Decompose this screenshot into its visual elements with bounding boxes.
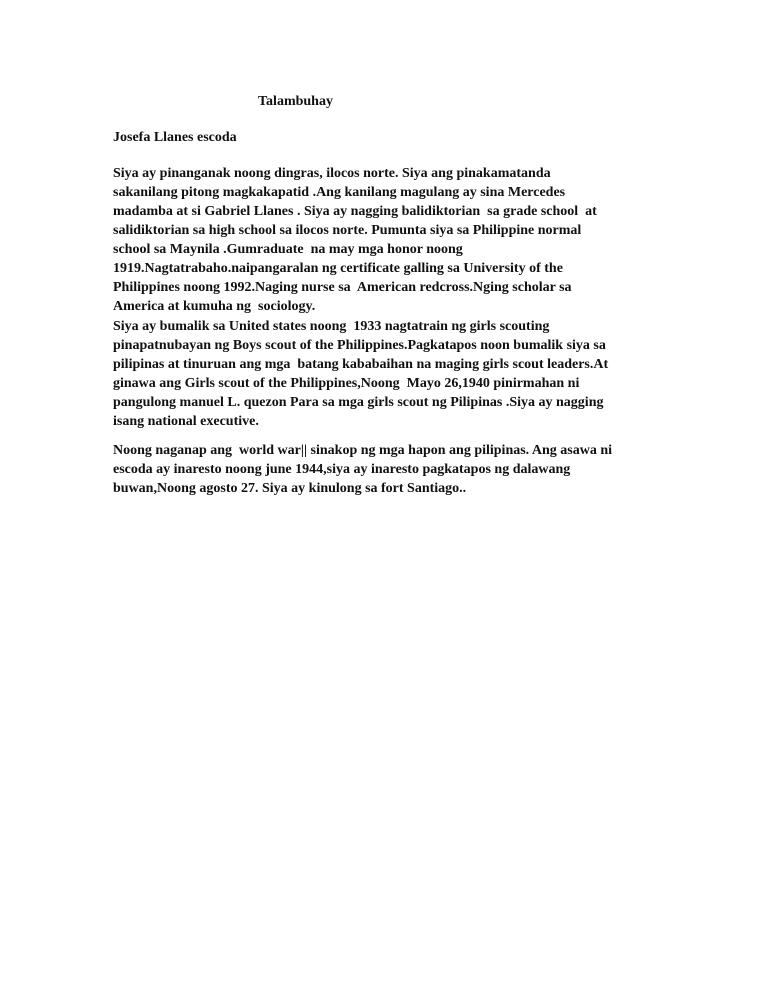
paragraph-line: isang national executive. <box>113 414 259 429</box>
paragraph-line: pilipinas at tinuruan ang mga batang kababaihan na maging girls scout leaders.At <box>113 357 609 372</box>
paragraph-line: 1919.Nagtatrabaho.naipangaralan ng certificate galling sa University of the <box>113 261 563 276</box>
paragraph-line: buwan,Noong agosto 27. Siya ay kinulong sa fort Santiago.. <box>113 481 467 496</box>
paragraph-line: pangulong manuel L. quezon Para sa mga girls scout ng Pilipinas .Siya ay nagging <box>113 395 604 410</box>
paragraph-line: Siya ay pinanganak noong dingras, ilocos norte. Siya ang pinakamatanda <box>113 166 551 181</box>
document-title: Talambuhay <box>258 94 333 109</box>
paragraph-line: pinapatnubayan ng Boys scout of the Philippines.Pagkatapos noon bumalik siya sa <box>113 338 606 353</box>
paragraph-world-war <box>113 441 612 498</box>
paragraph-line: escoda ay inaresto noong june 1944,siya ay inaresto pagkatapos ng dalawang <box>113 462 571 477</box>
paragraph-girl-scouts <box>113 317 608 431</box>
paragraph-line: salidiktorian sa high school sa ilocos norte. Pumunta siya sa Philippine normal <box>113 223 582 238</box>
paragraph-line: Noong naganap ang world war|| sinakop ng mga hapon ang pilipinas. Ang asawa ni <box>113 443 613 458</box>
paragraph-line: ginawa ang Girls scout of the Philippines,Noong Mayo 26,1940 pinirmahan ni <box>113 376 580 391</box>
paragraph-line: Siya ay bumalik sa United states noong 1933 nagtatrain ng girls scouting <box>113 319 550 334</box>
author-name: Josefa Llanes escoda <box>113 130 237 145</box>
paragraph-line: America at kumuha ng sociology. <box>113 299 316 314</box>
paragraph-birth-education <box>113 164 597 316</box>
paragraph-line: Philippines noong 1992.Naging nurse sa American redcross.Nging scholar sa <box>113 280 572 295</box>
paragraph-line: sakanilang pitong magkakapatid .Ang kanilang magulang ay sina Mercedes <box>113 185 566 200</box>
paragraph-line: madamba at si Gabriel Llanes . Siya ay nagging balidiktorian sa grade school at <box>113 204 597 219</box>
paragraph-line: school sa Maynila .Gumraduate na may mga honor noong <box>113 242 463 257</box>
